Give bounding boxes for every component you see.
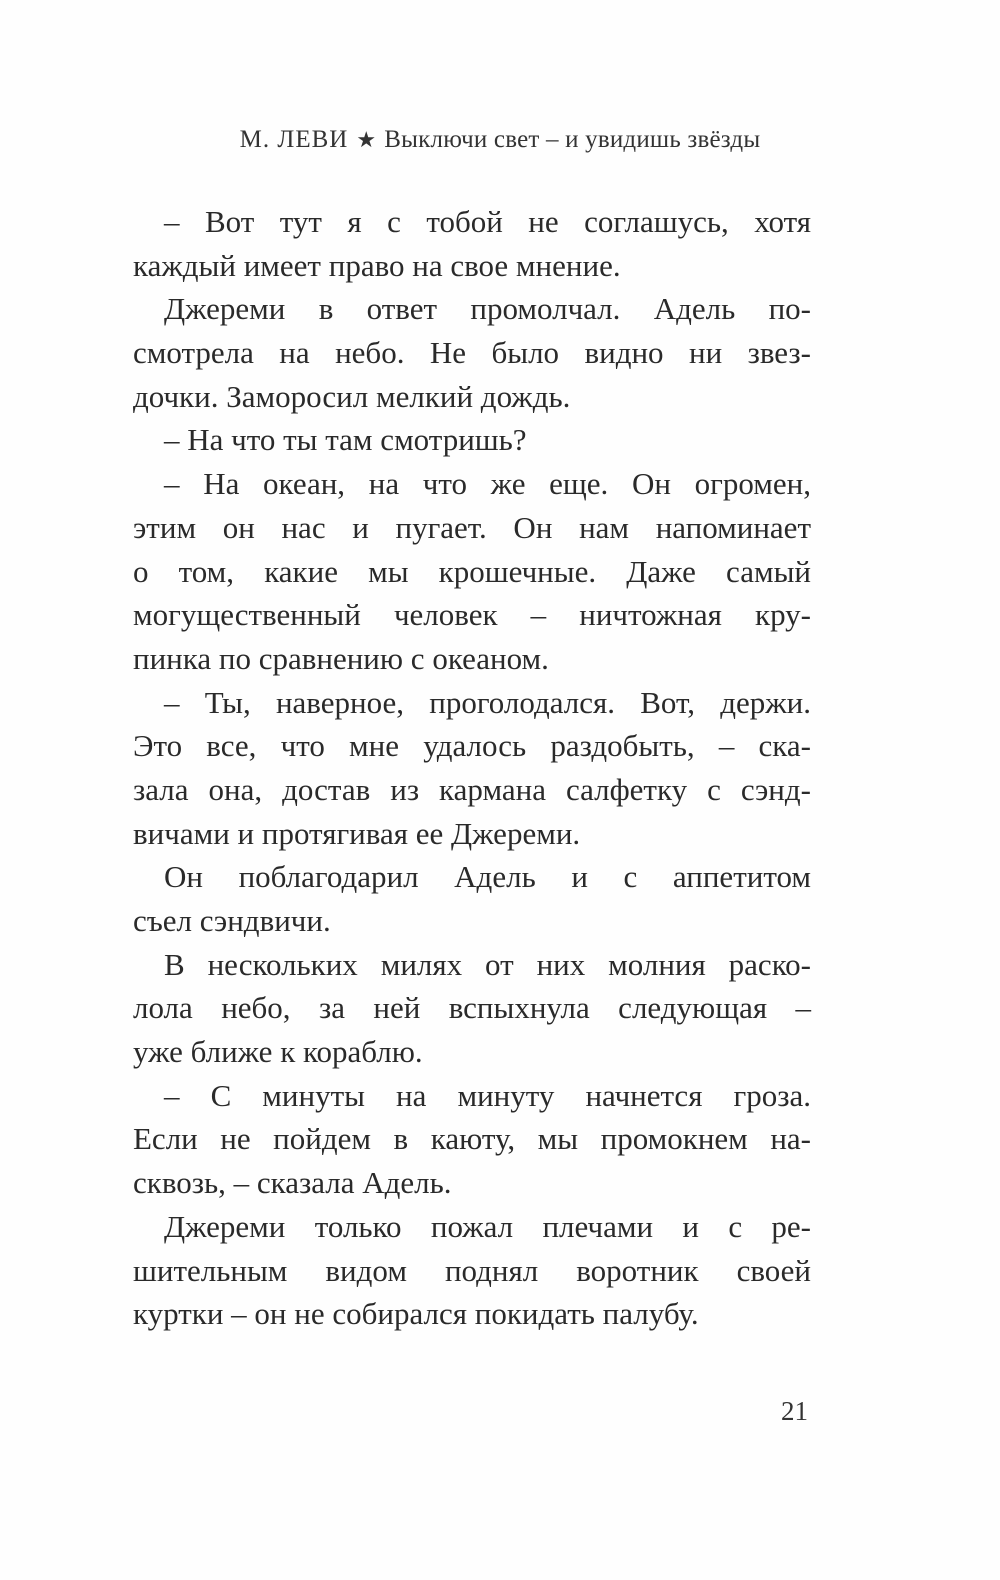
- text-line: сквозь, – сказала Адель.: [133, 1165, 452, 1201]
- page-number: 21: [781, 1396, 808, 1426]
- text-line: Джереми только пожал плечами и с ре-: [164, 1208, 811, 1244]
- text-line: В нескольких милях от них молния раско-: [164, 946, 811, 982]
- text-line: Джереми в ответ промолчал. Адель по-: [164, 291, 811, 327]
- text-line: куртки – он не собирался покидать палубу.: [133, 1296, 699, 1332]
- text-line: – С минуты на минуту начнется гроза.: [164, 1077, 811, 1113]
- text-line: смотрела на небо. Не было видно ни звез-: [133, 335, 811, 371]
- text-line: пинка по сравнению с океаном.: [133, 640, 549, 676]
- text-line: – На что ты там смотришь?: [164, 422, 527, 458]
- text-line: о том, какие мы крошечные. Даже самый: [133, 553, 811, 589]
- text-line: съел сэндвичи.: [133, 903, 331, 938]
- paragraph: [133, 462, 811, 680]
- running-header: [0, 126, 1000, 154]
- body-text: [133, 200, 811, 1336]
- header-title: Выключи свет – и увидишь звёзды: [384, 126, 761, 153]
- text-line: вичами и протягивая ее Джереми.: [133, 815, 581, 851]
- text-line: – На океан, на что же еще. Он огромен,: [164, 466, 811, 502]
- paragraph: [133, 1205, 811, 1336]
- paragraph: [133, 418, 811, 462]
- text-line: этим он нас и пугает. Он нам напоминает: [133, 509, 811, 545]
- star-icon: ★: [356, 127, 377, 152]
- text-line: шительным видом поднял воротник своей: [133, 1252, 811, 1288]
- paragraph: [133, 287, 811, 418]
- paragraph: [133, 681, 811, 856]
- paragraph: [133, 200, 811, 287]
- text-line: – Ты, наверное, проголодался. Вот, держи.: [164, 684, 811, 720]
- text-line: могущественный человек – ничтожная кру-: [133, 597, 811, 633]
- text-line: лола небо, за ней вспыхнула следующая –: [133, 990, 811, 1026]
- text-line: дочки. Заморосил мелкий дождь.: [133, 378, 571, 414]
- text-line: Если не пойдем в каюту, мы промокнем на-: [133, 1121, 811, 1157]
- text-line: – Вот тут я с тобой не соглашусь, хотя: [164, 204, 811, 239]
- text-line: каждый имеет право на свое мнение.: [133, 247, 621, 283]
- text-line: Это все, что мне удалось раздобыть, – ска-: [133, 728, 811, 764]
- text-line: Он поблагодарил Адель и с аппетитом: [164, 859, 811, 895]
- paragraph: [133, 855, 811, 942]
- text-line: зала она, достав из кармана салфетку с сэнд-: [133, 771, 811, 807]
- header-author: М. ЛЕВИ: [239, 126, 349, 153]
- paragraph: [133, 1074, 811, 1205]
- text-line: уже ближе к кораблю.: [133, 1034, 423, 1070]
- paragraph: [133, 943, 811, 1074]
